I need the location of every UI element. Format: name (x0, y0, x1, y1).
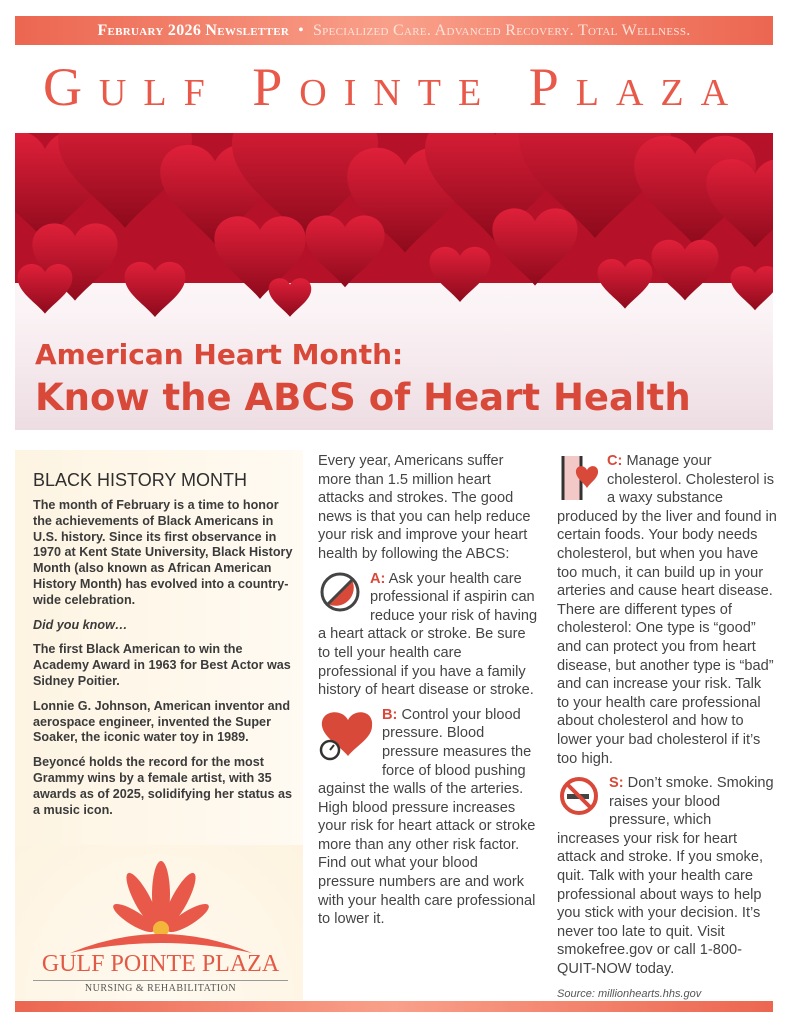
sidebar-black-history (15, 450, 303, 1000)
sidebar-title: BLACK HISTORY MONTH (33, 470, 248, 490)
sidebar-intro: The month of February is a time to honor the achievements of Black Americans in U.S. history. Since its first observance in 1970 at Kent State University, Black History Month (also known as African American History Month) has evolved into a country-wide celebration. (33, 498, 293, 607)
cholesterol-icon (557, 454, 599, 502)
newsletter-banner (15, 16, 773, 45)
hero-image (15, 133, 773, 430)
article-column-2 (557, 452, 777, 1009)
did-you-know: Did you know… (33, 617, 128, 632)
fact: Beyoncé holds the record for the most Grammy wins by a female artist, with 35 awards as of 2025, solidifying her status as a music icon. (33, 755, 292, 817)
abcs-item-b: B: Control your blood pressure. Blood pressure measures the force of blood pushing against the walls of the arteries. High blood pressure increases your risk for heart attack or stroke more than any other risk factor. Find out what your blood pressure numbers are and work with your health care professional to lower it. (318, 706, 536, 928)
fact: The first Black American to win the Academy Award in 1963 for Best Actor was Sidney Poitier. (33, 642, 291, 688)
source-citation: Source: millionhearts.hhs.gov (557, 987, 702, 1000)
separator: • (298, 21, 304, 39)
abcs-item-s: S: Don’t smoke. Smoking raises your blood pressure, which increases your risk for heart attack and stroke. If you smoke, quit. Talk with your health care professional about ways to help you stick with your decision. It’s never too late to quit. Visit smokefree.gov or call 1-800-QUIT-NOW today. (557, 775, 774, 978)
footer-bar (15, 1001, 773, 1012)
heart-gauge-icon (318, 708, 374, 762)
logo-name: GULF POINTE PLAZA (33, 951, 288, 981)
fact: Lonnie G. Johnson, American inventor and aerospace engineer, invented the Super Soaker, the iconic water toy in 1989. (33, 698, 291, 745)
logo-subtitle: NURSING & REHABILITATION (84, 983, 237, 994)
hero-heading-line1: American Heart Month: (35, 338, 404, 371)
tagline: Specialized Care. Advanced Recovery. Total Wellness. (312, 21, 691, 39)
masthead-title: Gulf Pointe Plaza (42, 57, 746, 117)
issue-label: February 2026 Newsletter (97, 21, 290, 39)
no-smoking-icon (557, 776, 601, 816)
abcs-item-c: C: Manage your cholesterol. Cholesterol is a waxy substance produced by the liver and found in certain foods. Your body needs cholesterol, but when you have too much, it can build up in your arteries and cause heart disease. There are different types of cholesterol: One type is “good” and can protect you from heart disease, but another type is “bad” and can increase your risk. Talk to your health care professional about cholesterol and how to lower your bad cholesterol if it’s too high. (557, 453, 777, 767)
article-column-1 (318, 452, 538, 935)
aspirin-icon (318, 572, 362, 612)
flower-logo-icon (15, 845, 303, 955)
article-intro: Every year, Americans suffer more than 1.5 million heart attacks and strokes. The good news is that you can help reduce your risk and improve your heart health by following the ABCS: (318, 453, 531, 562)
hero-heading-line2: Know the ABCS of Heart Health (35, 376, 691, 419)
abcs-item-a: A: Ask your health care professional if aspirin can reduce your risk of having a heart attack or stroke. Be sure to tell your health care professional if you have a family history of heart disease or stroke. (318, 570, 538, 699)
facility-logo (15, 845, 303, 1000)
